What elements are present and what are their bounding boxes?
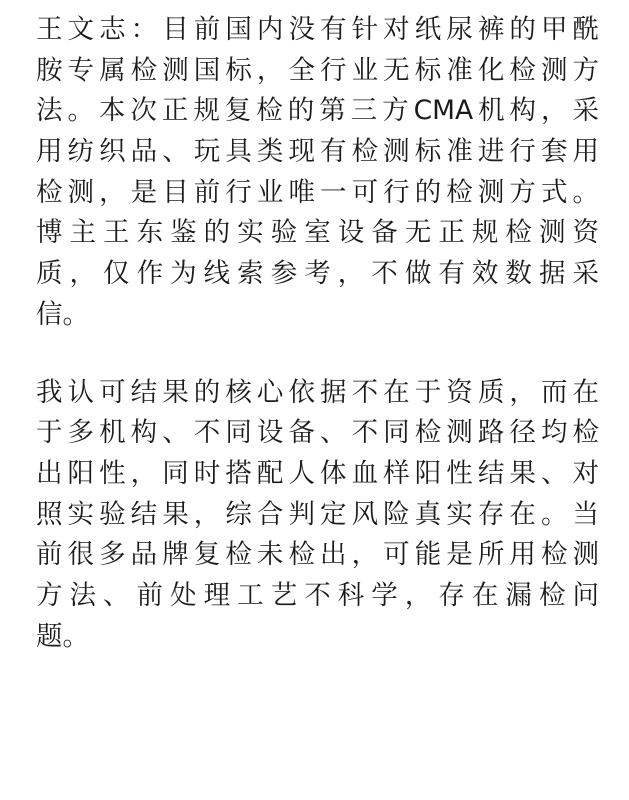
text-line: 胺专属检测国标，全行业无标准化检测方 [36,54,599,86]
paragraph-statement [36,10,599,336]
text-line: 博主王东鉴的实验室设备无正规检测资 [36,217,599,249]
text-line: 我认可结果的核心依据不在于资质，而在 [36,376,599,408]
paragraph-conclusion [36,373,599,658]
text-line: 信。 [36,298,89,330]
text-line: 出阳性，同时搭配人体血样阳性结果、对 [36,457,599,489]
text-line: 质，仅作为线索参考，不做有效数据采 [36,258,599,290]
text-line: 照实验结果，综合判定风险真实存在。当 [36,498,599,530]
text-line: 于多机构、不同设备、不同检测路径均检 [36,417,599,449]
text-line: 用纺织品、玩具类现有检测标准进行套用 [36,136,599,168]
text-line: 题。 [36,620,89,652]
text-line: 方法、前处理工艺不科学，存在漏检问 [36,579,599,611]
text-line: 前很多品牌复检未检出，可能是所用检测 [36,539,599,571]
text-line: 检测，是目前行业唯一可行的检测方式。 [36,176,599,208]
text-line: 王文志：目前国内没有针对纸尿裤的甲酰 [36,14,599,45]
text-line: 法。本次正规复检的第三方CMA机构，采 [36,95,599,127]
